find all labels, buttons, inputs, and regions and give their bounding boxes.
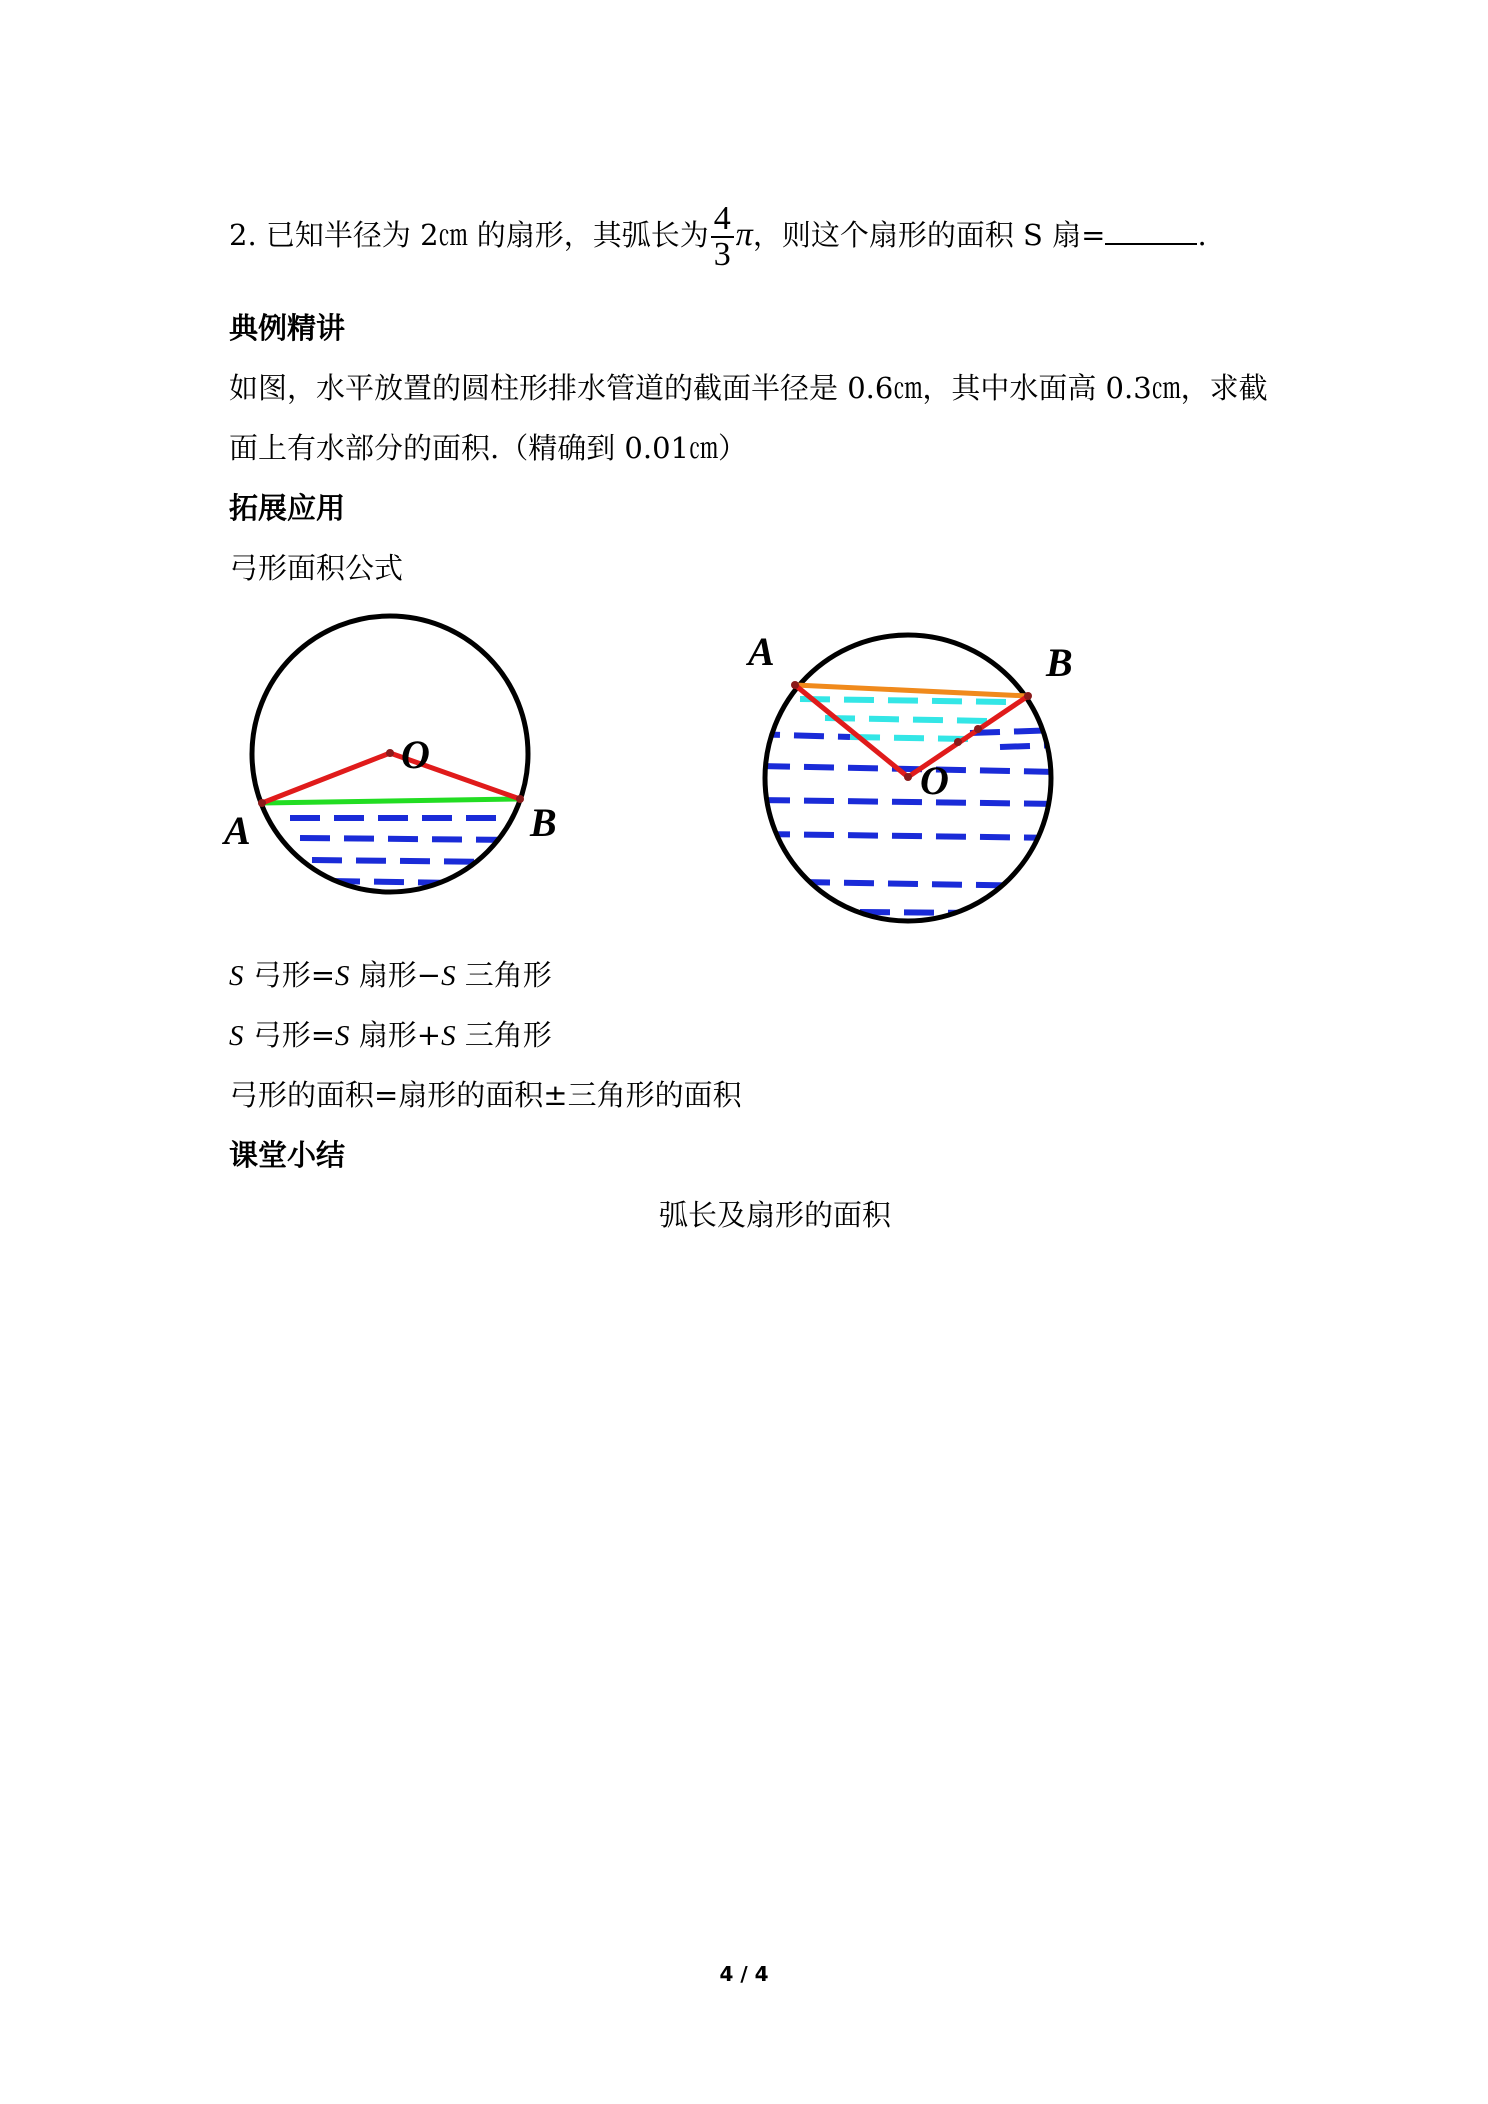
water-dash-cyan bbox=[800, 699, 1010, 702]
section-heading-summary: 课堂小结 bbox=[229, 1138, 346, 1172]
fraction-numerator: 4 bbox=[711, 202, 734, 238]
formula-text: 弓形= bbox=[243, 958, 336, 992]
point-a bbox=[258, 799, 266, 807]
summary-text: 弧长及扇形的面积 bbox=[659, 1198, 892, 1232]
symbol-s: S bbox=[229, 960, 244, 992]
water-dash-line bbox=[312, 860, 500, 862]
answer-blank[interactable] bbox=[1105, 221, 1197, 245]
formula-text: 三角形 bbox=[455, 958, 552, 992]
water-dash-line bbox=[750, 734, 850, 737]
label-a: A bbox=[748, 629, 775, 674]
formula-3: 弓形的面积=扇形的面积±三角形的面积 bbox=[229, 1078, 742, 1112]
water-dash-line bbox=[760, 800, 1060, 804]
label-b: B bbox=[1046, 640, 1073, 685]
fraction-four-thirds bbox=[711, 202, 734, 272]
exercise-2-prefix: 2. 已知半径为 2㎝ 的扇形，其弧长为 bbox=[229, 218, 709, 252]
intersection-point bbox=[954, 738, 962, 746]
example-text-line-1: 如图，水平放置的圆柱形排水管道的截面半径是 0.6㎝，其中水面高 0.3㎝，求截 bbox=[229, 371, 1268, 405]
water-dash-line bbox=[970, 730, 1060, 733]
fraction-denominator: 3 bbox=[713, 236, 731, 273]
label-o: O bbox=[920, 758, 949, 803]
water-dash-cyan bbox=[850, 737, 970, 739]
point-o bbox=[386, 749, 394, 757]
formula-text: 三角形 bbox=[455, 1018, 552, 1052]
point-b bbox=[516, 795, 524, 803]
symbol-s: S bbox=[335, 1020, 350, 1052]
water-dashes bbox=[750, 699, 1060, 913]
figure-1-minor-segment bbox=[220, 600, 560, 900]
pi-symbol: π bbox=[735, 216, 753, 253]
exercise-2-suffix: ，则这个扇形的面积 S 扇= bbox=[752, 218, 1106, 252]
chord-ab bbox=[262, 799, 520, 803]
point-b bbox=[1024, 692, 1032, 700]
label-b: B bbox=[530, 800, 557, 845]
water-dash-line bbox=[1000, 745, 1060, 747]
water-dash-line bbox=[760, 766, 1060, 772]
formula-text: 扇形− bbox=[349, 958, 442, 992]
formula-2 bbox=[229, 1015, 552, 1056]
section-heading-extension: 拓展应用 bbox=[229, 491, 346, 525]
water-dash-line bbox=[300, 838, 520, 840]
symbol-s: S bbox=[441, 960, 456, 992]
intersection-point bbox=[974, 725, 982, 733]
label-a: A bbox=[224, 808, 251, 853]
water-dash-cyan bbox=[825, 718, 990, 721]
figure-2-major-segment bbox=[740, 620, 1100, 940]
radius-oa bbox=[262, 753, 390, 803]
formula-1 bbox=[229, 955, 552, 996]
exercise-2-end: . bbox=[1197, 218, 1207, 252]
symbol-s: S bbox=[335, 960, 350, 992]
water-dash-line bbox=[760, 834, 1060, 838]
point-o bbox=[904, 773, 912, 781]
formula-text: 弓形= bbox=[243, 1018, 336, 1052]
label-o: O bbox=[401, 732, 430, 777]
formula-title: 弓形面积公式 bbox=[229, 551, 404, 585]
formula-text: 扇形+ bbox=[349, 1018, 442, 1052]
page-number: 4 / 4 bbox=[719, 1962, 769, 1986]
section-heading-example: 典例精讲 bbox=[229, 311, 346, 345]
exercise-2 bbox=[229, 202, 1207, 272]
example-text-line-2: 面上有水部分的面积.（精确到 0.01㎝） bbox=[229, 431, 748, 465]
chord-ab bbox=[795, 685, 1028, 696]
point-a bbox=[791, 681, 799, 689]
symbol-s: S bbox=[229, 1020, 244, 1052]
symbol-s: S bbox=[441, 1020, 456, 1052]
